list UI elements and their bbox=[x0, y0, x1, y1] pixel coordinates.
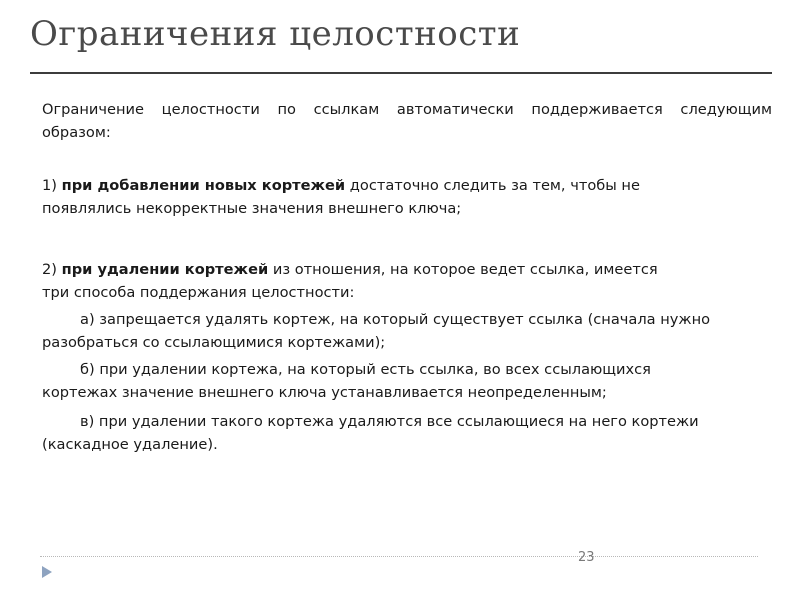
list-item-2 bbox=[42, 258, 772, 304]
list-item-2-number: 2) bbox=[42, 261, 62, 278]
list-item-1-number: 1) bbox=[42, 177, 62, 194]
sub-item-a-line-1: а) запрещается удалять кортеж, на который существует ссылка (сначала нужно bbox=[80, 311, 711, 328]
intro-line-2: образом: bbox=[42, 124, 111, 141]
list-item-1-bold: при добавлении новых кортежей bbox=[61, 177, 346, 194]
list-item-2-line-1 bbox=[42, 258, 772, 281]
title-divider bbox=[30, 72, 772, 74]
triangle-right-icon[interactable] bbox=[40, 565, 54, 579]
sub-item-b-line-1: б) при удалении кортежа, на который есть ссылка, во всех ссылающихся bbox=[80, 361, 651, 378]
footer-divider bbox=[40, 556, 758, 557]
list-item-1 bbox=[42, 174, 772, 220]
list-item-2-rest: из отношения, на которое ведет ссылка, имеется bbox=[268, 261, 658, 278]
sub-item-c-line-1: в) при удалении такого кортежа удаляются все ссылающиеся на него кортежи bbox=[80, 413, 699, 430]
intro-line-1: Ограничение целостности по ссылкам автоматически поддерживается следующим bbox=[42, 101, 772, 118]
list-item-1-line-1 bbox=[42, 174, 772, 197]
list-item-2-bold: при удалении кортежей bbox=[61, 261, 269, 278]
sub-item-a bbox=[42, 308, 772, 354]
page-number: 23 bbox=[578, 550, 595, 565]
list-item-1-rest: достаточно следить за тем, чтобы не bbox=[345, 177, 640, 194]
sub-item-b bbox=[42, 358, 772, 404]
sub-item-c-line-2: (каскадное удаление). bbox=[42, 436, 218, 453]
list-item-2-line-2: три способа поддержания целостности: bbox=[42, 284, 355, 301]
sub-item-c bbox=[42, 410, 772, 456]
intro-paragraph bbox=[42, 98, 772, 144]
sub-item-b-line-2: кортежах значение внешнего ключа устанавливается неопределенным; bbox=[42, 384, 607, 401]
list-item-1-line-2: появлялись некорректные значения внешнего ключа; bbox=[42, 200, 462, 217]
sub-item-a-line-2: разобраться со ссылающимися кортежами); bbox=[42, 334, 386, 351]
page-title: Ограничения целостности bbox=[30, 14, 521, 54]
